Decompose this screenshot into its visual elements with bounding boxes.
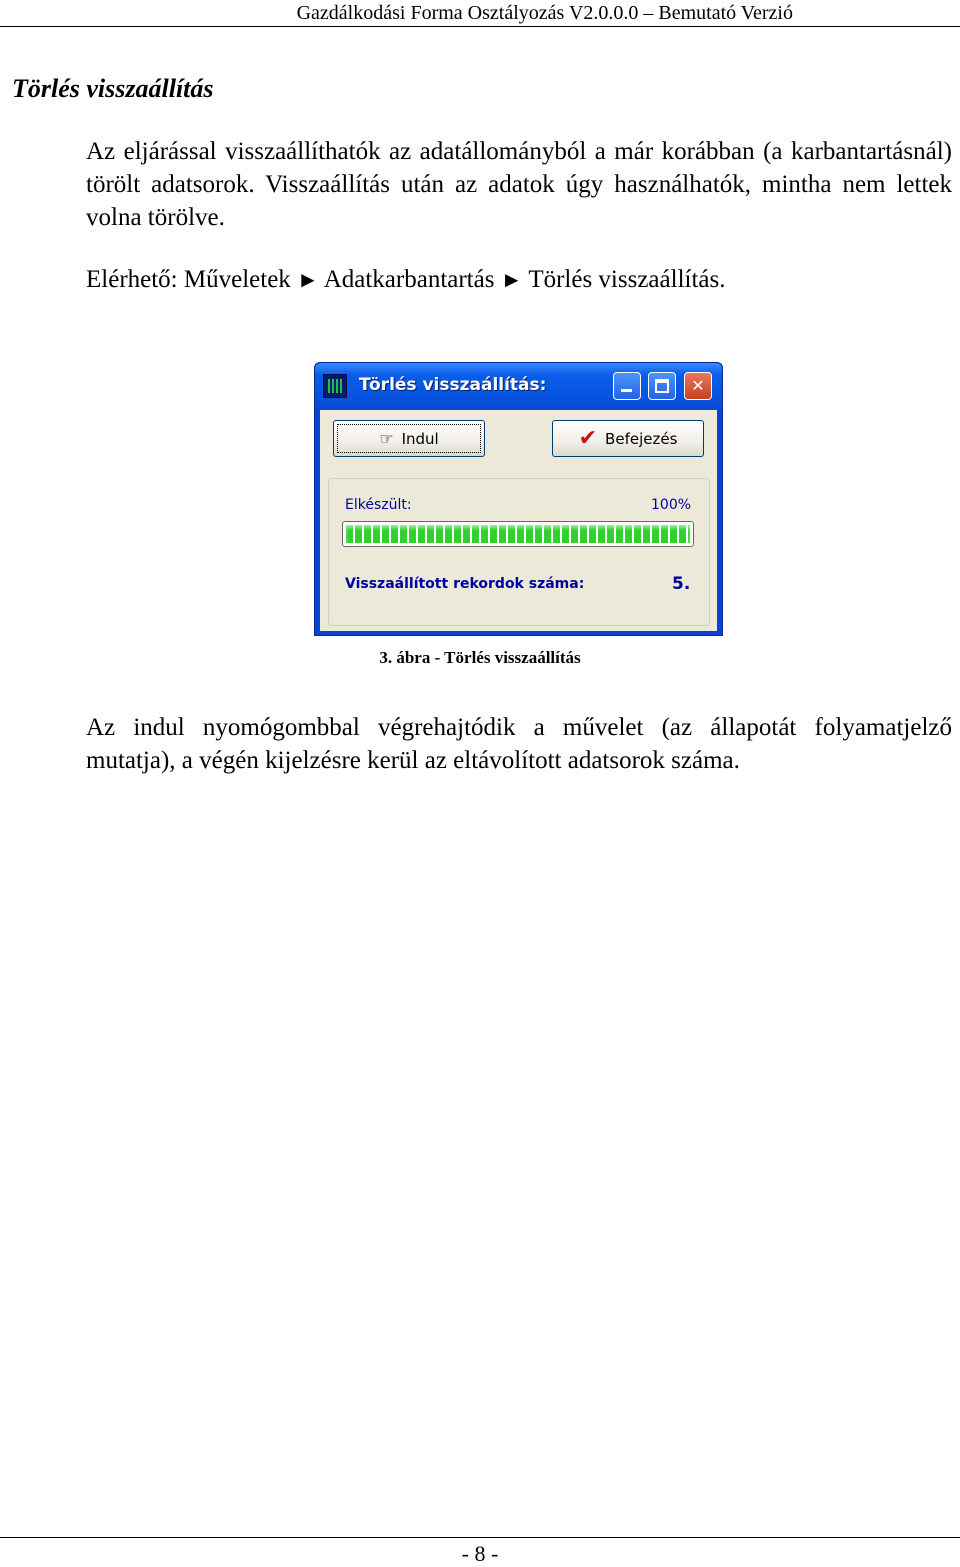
header-title: Gazdálkodási Forma Osztályozás V2.0.0.0 – Bemutató Verzió bbox=[296, 2, 793, 24]
maximize-button[interactable] bbox=[648, 372, 676, 400]
checkmark-icon: ✔ bbox=[578, 426, 598, 451]
arrow-right-icon: ► bbox=[500, 267, 523, 292]
menu-path bbox=[86, 263, 952, 296]
finish-button[interactable] bbox=[552, 420, 704, 457]
minimize-icon bbox=[621, 389, 632, 392]
done-label: Elkészült: bbox=[345, 497, 412, 513]
progress-group bbox=[328, 478, 710, 626]
start-button[interactable] bbox=[333, 420, 485, 457]
close-icon: ✕ bbox=[691, 376, 705, 395]
dialog-titlebar[interactable] bbox=[315, 363, 722, 410]
start-button-label: Indul bbox=[401, 429, 439, 448]
arrow-right-icon: ► bbox=[297, 267, 319, 292]
figure-caption: 3. ábra - Törlés visszaállítás bbox=[379, 648, 581, 667]
finish-button-label: Befejezés bbox=[605, 429, 678, 448]
restore-dialog bbox=[314, 362, 723, 636]
menu-path-step2: Adatkarbantartás bbox=[323, 266, 495, 293]
body-paragraph: Az indul nyomógombbal végrehajtódik a művelet (az állapotát folyamatjelző mutatja), a végén kijelzésre kerül az eltávolított adatsorok száma. bbox=[86, 714, 952, 774]
menu-path-step3: Törlés visszaállítás. bbox=[528, 266, 726, 293]
section-title: Törlés visszaállítás bbox=[12, 74, 214, 103]
intro-paragraph: Az eljárással visszaállíthatók az adatállományból a már korábban (a karbantartásnál) törölt adatsorok. Visszaállítás után az adatok úgy használhatók, mintha nem lettek volna törölve. bbox=[86, 138, 952, 231]
pointing-hand-icon: ☞ bbox=[379, 429, 394, 448]
percent-label: 100% bbox=[651, 497, 692, 513]
app-icon bbox=[323, 374, 347, 398]
page-number: - 8 - bbox=[461, 1541, 499, 1566]
footer-divider bbox=[0, 1537, 960, 1538]
restored-count-value: 5. bbox=[672, 574, 691, 594]
dialog-title: Törlés visszaállítás: bbox=[359, 375, 547, 395]
maximize-icon bbox=[655, 379, 669, 393]
progress-fill bbox=[346, 525, 690, 543]
menu-path-prefix: Elérhető: Műveletek bbox=[86, 266, 291, 293]
progress-bar bbox=[342, 521, 694, 547]
page-header bbox=[0, 0, 960, 27]
minimize-button[interactable] bbox=[613, 372, 641, 400]
dialog-client-area bbox=[320, 410, 717, 631]
close-button[interactable] bbox=[684, 372, 712, 400]
restored-count-label: Visszaállított rekordok száma: bbox=[345, 576, 585, 592]
